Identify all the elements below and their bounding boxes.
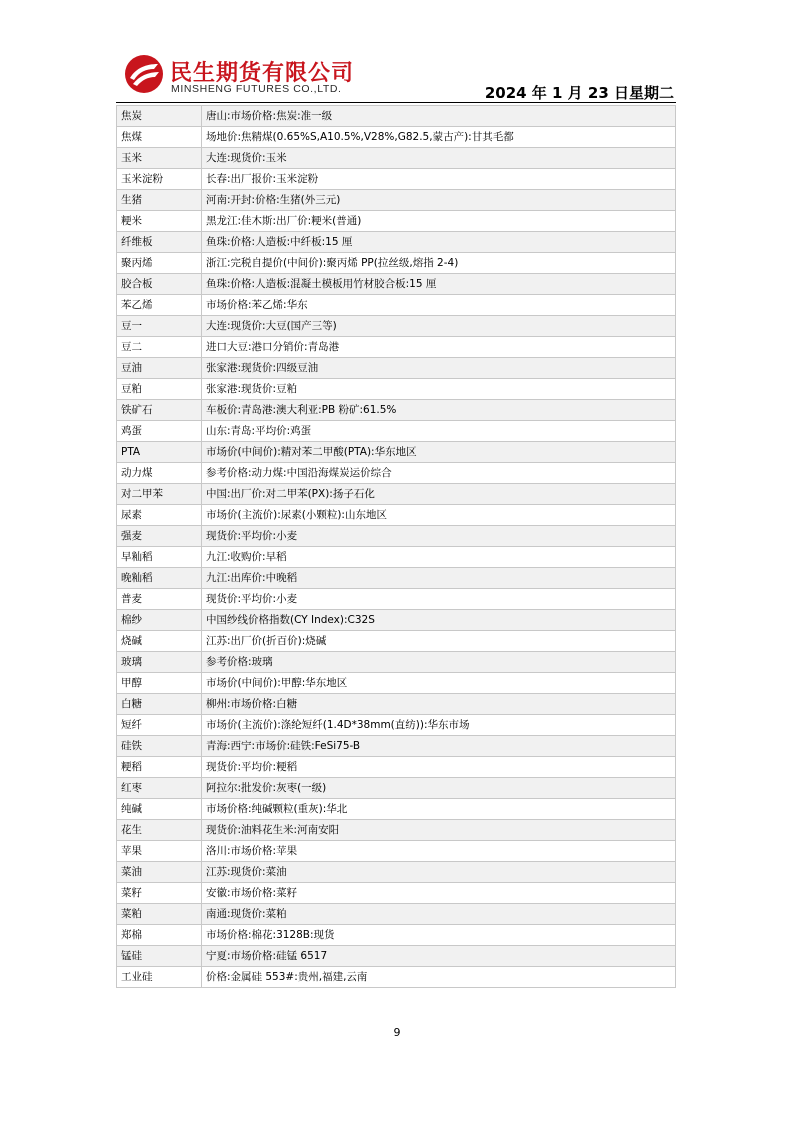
table-row <box>117 421 676 442</box>
table-row <box>117 274 676 295</box>
price-source-cell: 山东:青岛:平均价:鸡蛋 <box>202 421 676 442</box>
table-row <box>117 757 676 778</box>
commodity-name-cell: 玻璃 <box>117 652 202 673</box>
price-source-cell: 大连:现货价:玉米 <box>202 148 676 169</box>
table-row <box>117 715 676 736</box>
price-source-cell: 参考价格:玻璃 <box>202 652 676 673</box>
commodity-name-cell: 强麦 <box>117 526 202 547</box>
price-source-cell: 宁夏:市场价格:硅锰 6517 <box>202 946 676 967</box>
price-source-cell: 市场价格:苯乙烯:华东 <box>202 295 676 316</box>
price-source-cell: 大连:现货价:大豆(国产三等) <box>202 316 676 337</box>
commodity-name-cell: 粳米 <box>117 211 202 232</box>
table-row <box>117 820 676 841</box>
commodity-name-cell: 棉纱 <box>117 610 202 631</box>
price-source-cell: 鱼珠:价格:人造板:混凝土模板用竹材胶合板:15 厘 <box>202 274 676 295</box>
company-name-en: MINSHENG FUTURES CO.,LTD. <box>171 83 342 95</box>
commodity-name-cell: 豆油 <box>117 358 202 379</box>
table-row <box>117 946 676 967</box>
price-source-cell: 现货价:平均价:小麦 <box>202 526 676 547</box>
commodity-name-cell: 玉米淀粉 <box>117 169 202 190</box>
table-row <box>117 547 676 568</box>
table-row <box>117 484 676 505</box>
price-source-cell: 江苏:现货价:菜油 <box>202 862 676 883</box>
price-source-cell: 现货价:平均价:粳稻 <box>202 757 676 778</box>
price-source-cell: 市场价(主流价):涤纶短纤(1.4D*38mm(直纺)):华东市场 <box>202 715 676 736</box>
commodity-name-cell: 短纤 <box>117 715 202 736</box>
commodity-name-cell: 晚籼稻 <box>117 568 202 589</box>
price-source-cell: 价格:金属硅 553#:贵州,福建,云南 <box>202 967 676 988</box>
table-row <box>117 526 676 547</box>
table-row <box>117 190 676 211</box>
commodity-name-cell: 白糖 <box>117 694 202 715</box>
price-source-cell: 柳州:市场价格:白糖 <box>202 694 676 715</box>
commodity-name-cell: 工业硅 <box>117 967 202 988</box>
commodity-name-cell: 鸡蛋 <box>117 421 202 442</box>
commodity-name-cell: 焦煤 <box>117 127 202 148</box>
commodity-name-cell: 苯乙烯 <box>117 295 202 316</box>
price-source-cell: 九江:出库价:中晚稻 <box>202 568 676 589</box>
commodity-name-cell: 生猪 <box>117 190 202 211</box>
price-source-cell: 鱼珠:价格:人造板:中纤板:15 厘 <box>202 232 676 253</box>
commodity-name-cell: PTA <box>117 442 202 463</box>
table-row <box>117 967 676 988</box>
price-source-cell: 市场价(中间价):甲醇:华东地区 <box>202 673 676 694</box>
commodity-name-cell: 聚丙烯 <box>117 253 202 274</box>
price-source-cell: 张家港:现货价:四级豆油 <box>202 358 676 379</box>
minsheng-logo-icon <box>124 54 164 94</box>
commodity-name-cell: 焦炭 <box>117 106 202 127</box>
price-source-cell: 南通:现货价:菜粕 <box>202 904 676 925</box>
table-row <box>117 463 676 484</box>
price-source-cell: 场地价:焦精煤(0.65%S,A10.5%,V28%,G82.5,蒙古产):甘其毛都 <box>202 127 676 148</box>
price-source-cell: 九江:收购价:早稻 <box>202 547 676 568</box>
commodity-name-cell: 花生 <box>117 820 202 841</box>
table-row <box>117 841 676 862</box>
commodity-name-cell: 早籼稻 <box>117 547 202 568</box>
table-row <box>117 925 676 946</box>
commodity-name-cell: 红枣 <box>117 778 202 799</box>
price-source-cell: 河南:开封:价格:生猪(外三元) <box>202 190 676 211</box>
price-source-cell: 张家港:现货价:豆粕 <box>202 379 676 400</box>
table-row <box>117 316 676 337</box>
table-row <box>117 295 676 316</box>
table-row <box>117 610 676 631</box>
table-row <box>117 337 676 358</box>
commodity-price-source-table <box>116 105 676 988</box>
commodity-name-cell: 动力煤 <box>117 463 202 484</box>
commodity-name-cell: 纯碱 <box>117 799 202 820</box>
table-row <box>117 778 676 799</box>
price-source-cell: 江苏:出厂价(折百价):烧碱 <box>202 631 676 652</box>
table-row <box>117 904 676 925</box>
price-source-cell: 阿拉尔:批发价:灰枣(一级) <box>202 778 676 799</box>
price-source-cell: 唐山:市场价格:焦炭:准一级 <box>202 106 676 127</box>
commodity-name-cell: 胶合板 <box>117 274 202 295</box>
commodity-name-cell: 豆粕 <box>117 379 202 400</box>
price-source-cell: 现货价:油料花生米:河南安阳 <box>202 820 676 841</box>
commodity-name-cell: 菜籽 <box>117 883 202 904</box>
table-row <box>117 631 676 652</box>
commodity-name-cell: 豆一 <box>117 316 202 337</box>
report-date: 2024 年 1 月 23 日星期二 <box>484 84 674 102</box>
table-row <box>117 862 676 883</box>
table-row <box>117 253 676 274</box>
table-row <box>117 694 676 715</box>
price-source-cell: 青海:西宁:市场价:硅铁:FeSi75-B <box>202 736 676 757</box>
commodity-name-cell: 菜油 <box>117 862 202 883</box>
table-row <box>117 652 676 673</box>
table-row <box>117 169 676 190</box>
price-source-cell: 长春:出厂报价:玉米淀粉 <box>202 169 676 190</box>
price-source-cell: 车板价:青岛港:澳大利亚:PB 粉矿:61.5% <box>202 400 676 421</box>
table-row <box>117 148 676 169</box>
commodity-name-cell: 硅铁 <box>117 736 202 757</box>
table-row <box>117 505 676 526</box>
table-row <box>117 379 676 400</box>
table-row <box>117 799 676 820</box>
commodity-name-cell: 甲醇 <box>117 673 202 694</box>
table-row <box>117 589 676 610</box>
commodity-name-cell: 纤维板 <box>117 232 202 253</box>
table-row <box>117 883 676 904</box>
price-source-cell: 市场价格:棉花:3128B:现货 <box>202 925 676 946</box>
table-row <box>117 400 676 421</box>
price-source-cell: 安徽:市场价格:菜籽 <box>202 883 676 904</box>
price-source-cell: 市场价(主流价):尿素(小颗粒):山东地区 <box>202 505 676 526</box>
table-row <box>117 736 676 757</box>
commodity-name-cell: 铁矿石 <box>117 400 202 421</box>
price-source-cell: 浙江:完税自提价(中间价):聚丙烯 PP(拉丝级,熔指 2-4) <box>202 253 676 274</box>
commodity-name-cell: 对二甲苯 <box>117 484 202 505</box>
commodity-name-cell: 菜粕 <box>117 904 202 925</box>
price-source-cell: 进口大豆:港口分销价:青岛港 <box>202 337 676 358</box>
price-source-cell: 黑龙江:佳木斯:出厂价:粳米(普通) <box>202 211 676 232</box>
table-row <box>117 211 676 232</box>
commodity-name-cell: 锰硅 <box>117 946 202 967</box>
commodity-name-cell: 普麦 <box>117 589 202 610</box>
commodity-name-cell: 粳稻 <box>117 757 202 778</box>
commodity-name-cell: 郑棉 <box>117 925 202 946</box>
price-source-cell: 洛川:市场价格:苹果 <box>202 841 676 862</box>
table-row <box>117 568 676 589</box>
commodity-name-cell: 苹果 <box>117 841 202 862</box>
price-source-cell: 市场价格:纯碱颗粒(重灰):华北 <box>202 799 676 820</box>
table-row <box>117 673 676 694</box>
commodity-name-cell: 玉米 <box>117 148 202 169</box>
price-source-cell: 中国:出厂价:对二甲苯(PX):扬子石化 <box>202 484 676 505</box>
header-rule <box>116 102 676 103</box>
table-row <box>117 358 676 379</box>
page-header <box>118 52 674 102</box>
table-row <box>117 106 676 127</box>
commodity-name-cell: 尿素 <box>117 505 202 526</box>
page-number: 9 <box>393 1026 401 1039</box>
price-source-cell: 参考价格:动力煤:中国沿海煤炭运价综合 <box>202 463 676 484</box>
price-source-cell: 市场价(中间价):精对苯二甲酸(PTA):华东地区 <box>202 442 676 463</box>
commodity-name-cell: 烧碱 <box>117 631 202 652</box>
price-source-cell: 现货价:平均价:小麦 <box>202 589 676 610</box>
company-name-cn: 民生期货有限公司 <box>170 61 355 86</box>
table-row <box>117 442 676 463</box>
commodity-name-cell: 豆二 <box>117 337 202 358</box>
table-row <box>117 127 676 148</box>
table-row <box>117 232 676 253</box>
price-source-cell: 中国纱线价格指数(CY Index):C32S <box>202 610 676 631</box>
